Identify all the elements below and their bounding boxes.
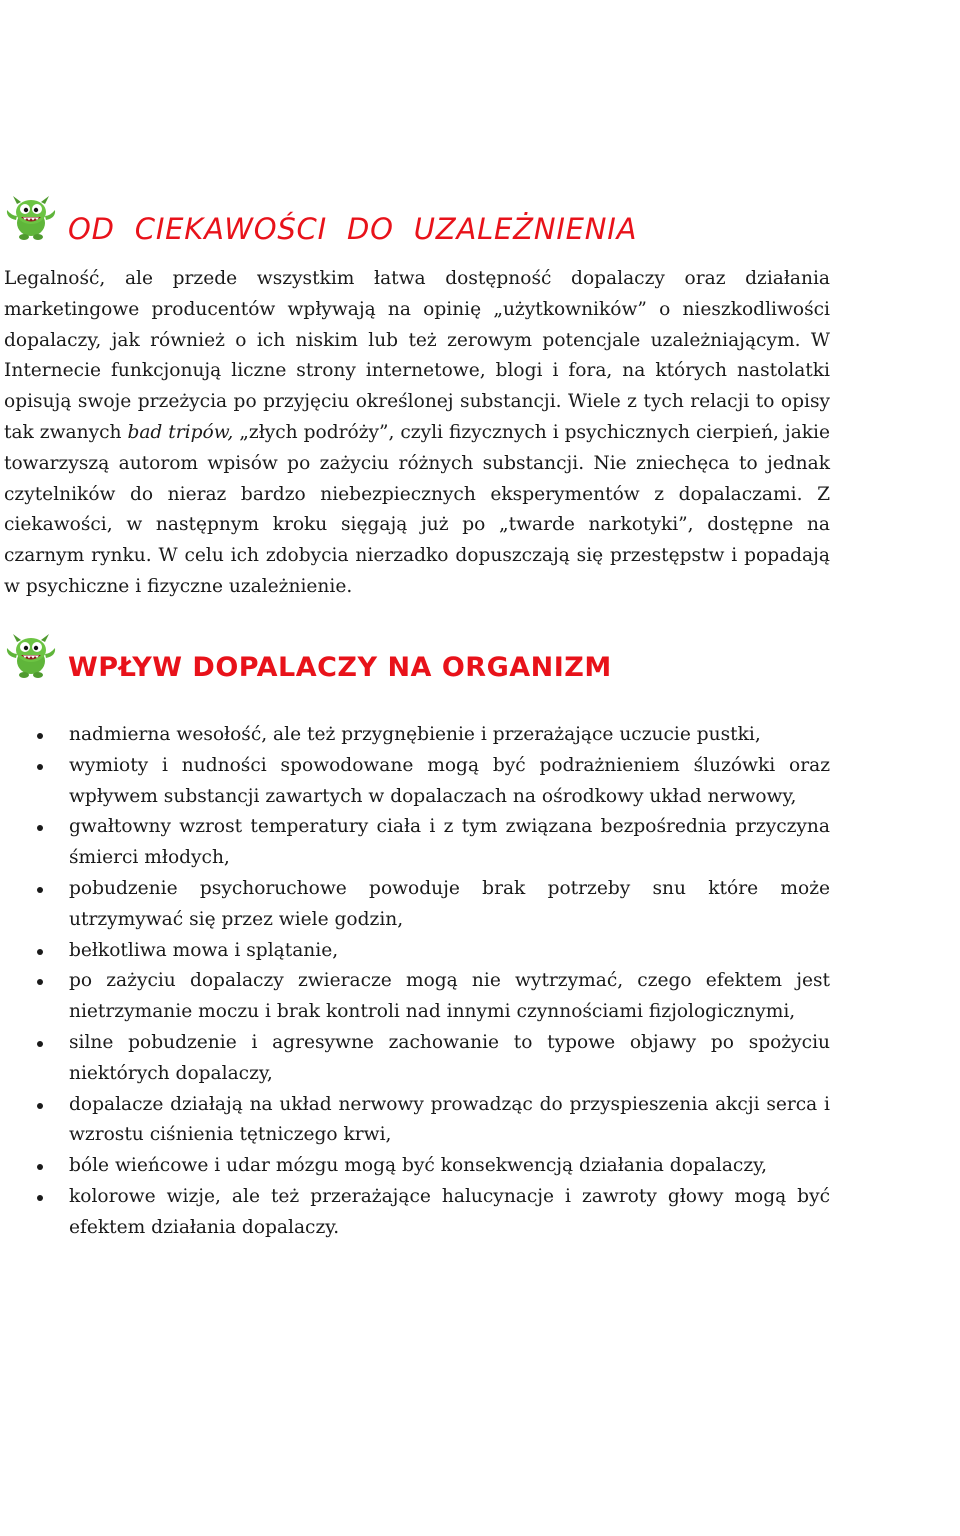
list-item: [0, 1028, 830, 1090]
list-item: [0, 720, 830, 751]
list-item-text: po zażyciu dopalaczy zwieracze mogą nie wytrzymać, czego efektem jest nietrzymanie moczu i brak kontroli nad innymi czynnościami fizjologicznymi,: [69, 970, 830, 1023]
green-monster-icon: [4, 628, 58, 682]
paragraph-text-part1: Legalność, ale przede wszystkim łatwa dostępność dopalaczy oraz działania marketingowe producentów wpływają na opinię „użytkowników” o nieszkodliwości dopalaczy, jak również o ich niskim lub też zerowym potencjale uzależniającym. W Internecie funkcjonują liczne strony internetowe, blogi i fora, na których nastolatki opisują swoje przeżycia po przyjęciu określonej substancji. Wiele z tych relacji to opisy tak zwanych: [4, 268, 830, 443]
list-item-text: pobudzenie psychoruchowe powoduje brak potrzeby snu które może utrzymywać się przez wiele godzin,: [69, 877, 830, 930]
list-item: [0, 751, 830, 813]
list-item: [0, 874, 830, 936]
list-item: [0, 936, 830, 967]
effects-list: [0, 720, 830, 1244]
bullet-icon: [37, 764, 43, 770]
bullet-icon: [37, 979, 43, 985]
list-item: [0, 1090, 830, 1152]
list-item: [0, 812, 830, 874]
list-item-text: silne pobudzenie i agresywne zachowanie to typowe objawy po spożyciu niektórych dopalaczy,: [69, 1031, 830, 1084]
paragraph-text-part2: „złych podróży”, czyli fizycznych i psychicznych cierpień, jakie towarzyszą autorom wpisów po zażyciu różnych substancji. Nie zniechęca to jednak czytelników do nieraz bardzo niebezpiecznych eksperymentów z dopalaczami. Z ciekawości, w następnym kroku sięgają już po „twarde narkotyki”, dostępne na czarnym rynku. W celu ich zdobycia nierzadko dopuszczają się przestępstw i popadają w psychiczne i fizyczne uzależnienie.: [4, 421, 830, 597]
bullet-icon: [37, 1041, 43, 1047]
bullet-icon: [37, 733, 43, 739]
bullet-icon: [37, 1195, 43, 1201]
list-item: [0, 1182, 830, 1244]
bullet-icon: [37, 825, 43, 831]
list-item-text: wymioty i nudności spowodowane mogą być podrażnieniem śluzówki oraz wpływem substancji zawartych w dopalaczach na ośrodkowy układ nerwowy,: [69, 754, 830, 807]
bullet-icon: [37, 1103, 43, 1109]
list-item-text: kolorowe wizje, ale też przerażające halucynacje i zawroty głowy mogą być efektem działania dopalaczy.: [69, 1185, 830, 1238]
bullet-icon: [37, 949, 43, 955]
list-item-text: gwałtowny wzrost temperatury ciała i z tym związana bezpośrednia przyczyna śmierci młodych,: [69, 816, 830, 869]
list-item-text: dopalacze działają na układ nerwowy prowadząc do przyspieszenia akcji serca i wzrostu ciśnienia tętniczego krwi,: [69, 1093, 830, 1146]
list-item-text: nadmierna wesołość, ale też przygnębienie i przerażające uczucie pustki,: [69, 724, 761, 745]
green-monster-icon: [4, 190, 58, 244]
bullet-icon: [37, 1164, 43, 1170]
section1-heading: OD CIEKAWOŚCI DO UZALEŻNIENIA: [68, 212, 638, 246]
section2-heading: WPŁYW DOPALACZY NA ORGANIZM: [68, 652, 612, 683]
list-item: [0, 966, 830, 1028]
bullet-icon: [37, 887, 43, 893]
paragraph-italic-term: bad tripów,: [127, 421, 234, 443]
list-item-text: bełkotliwa mowa i splątanie,: [69, 939, 339, 961]
list-item: [0, 1151, 830, 1182]
list-item-text: bóle wieńcowe i udar mózgu mogą być konsekwencją działania dopalaczy,: [69, 1155, 768, 1177]
section1-paragraph: [4, 264, 830, 603]
